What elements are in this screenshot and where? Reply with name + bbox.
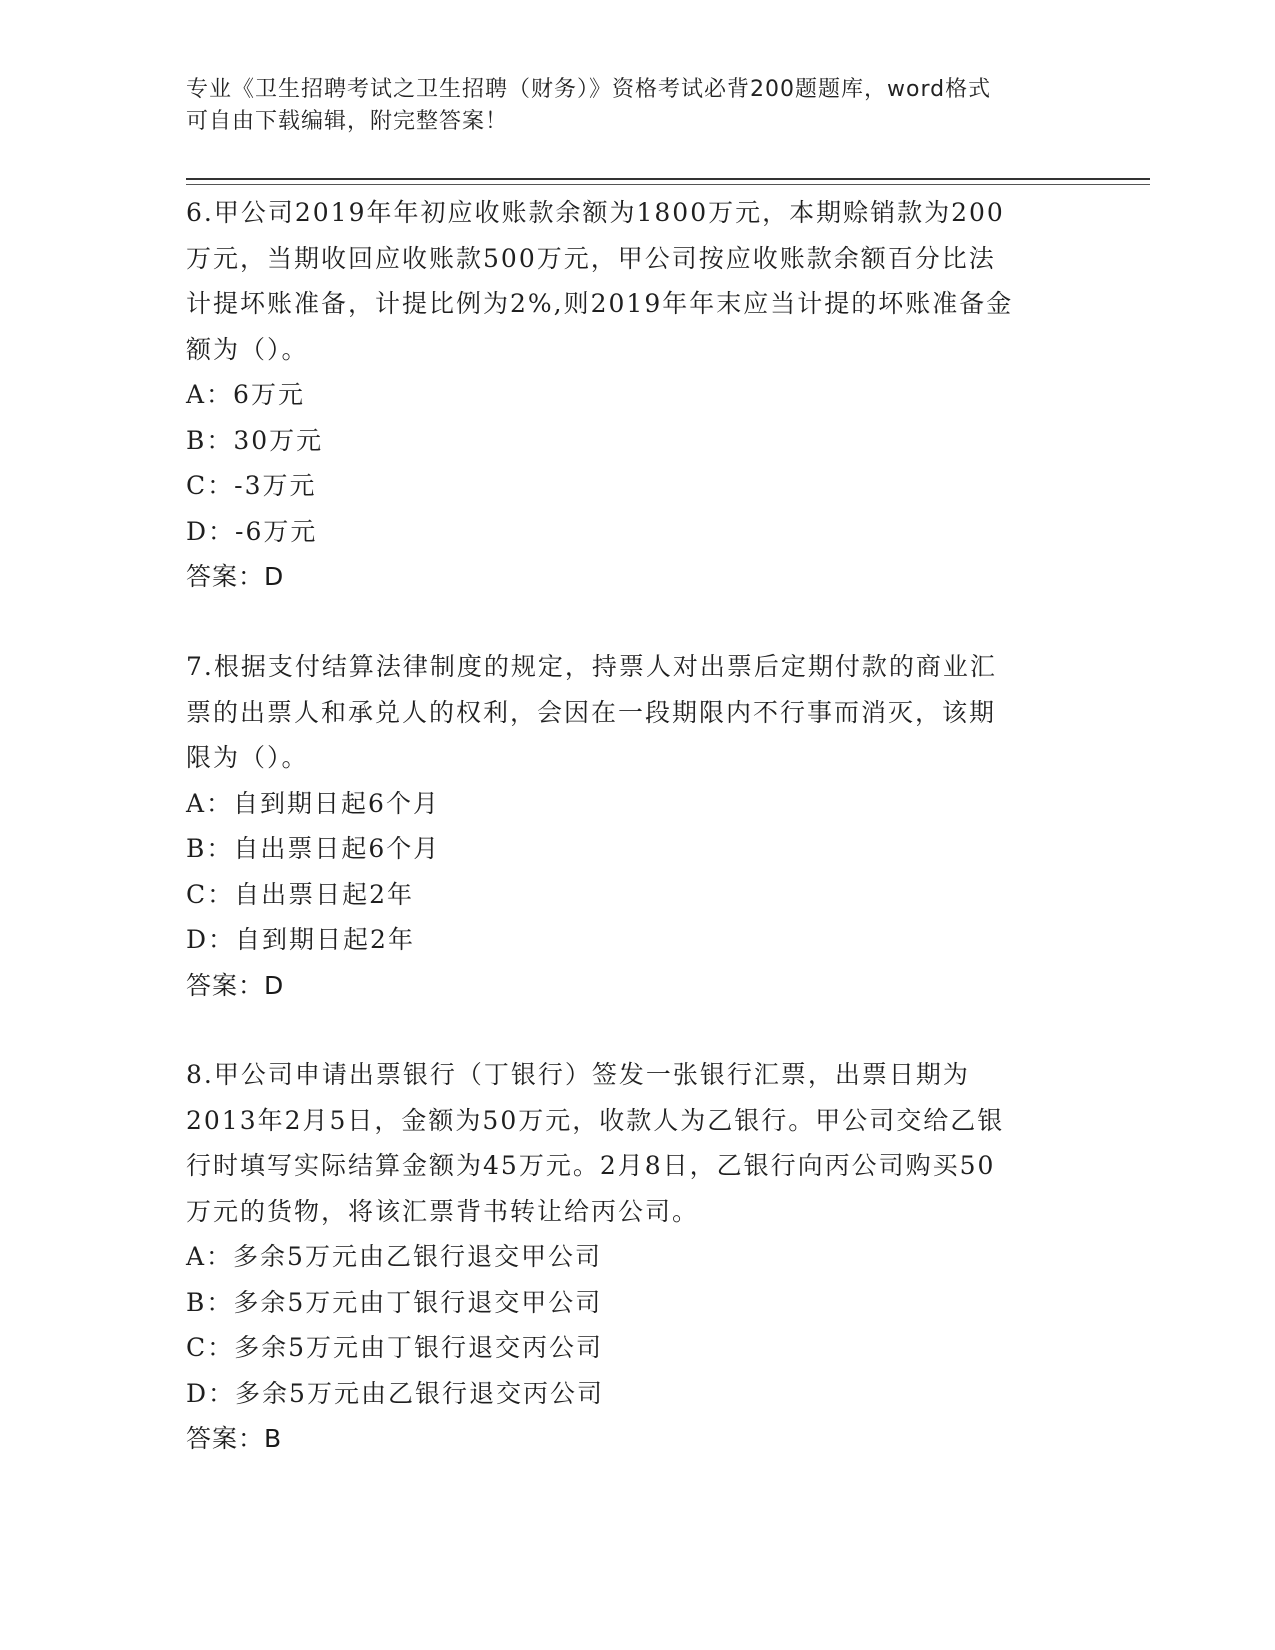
question-stem-line: 8.甲公司申请出票银行（丁银行）签发一张银行汇票，出票日期为 xyxy=(186,1060,970,1089)
document-header xyxy=(186,74,1066,138)
option-a: A：6万元 xyxy=(186,380,305,409)
question-stem-line: 万元，当期收回应收账款500万元，甲公司按应收账款余额百分比法 xyxy=(186,243,996,273)
header-divider-thick xyxy=(186,178,1150,180)
option-c: C：-3万元 xyxy=(186,471,317,500)
answer-label: 答案：B xyxy=(186,1424,283,1453)
question-stem-line: 限为（）。 xyxy=(186,743,309,772)
answer-label: 答案：D xyxy=(186,970,285,1000)
option-a: A：自到期日起6个月 xyxy=(186,788,440,818)
option-b: B：多余5万元由丁银行退交甲公司 xyxy=(186,1287,603,1317)
option-b: B：自出票日起6个月 xyxy=(186,834,441,863)
option-a: A：多余5万元由乙银行退交甲公司 xyxy=(186,1242,602,1271)
question-7 xyxy=(186,644,1086,1008)
option-d: D：多余5万元由乙银行退交丙公司 xyxy=(186,1378,604,1408)
question-6 xyxy=(186,190,1086,600)
question-stem-line: 万元的货物，将该汇票背书转让给丙公司。 xyxy=(186,1196,700,1226)
option-c: C：多余5万元由丁银行退交丙公司 xyxy=(186,1333,604,1362)
header-line-2: 可自由下载编辑，附完整答案！ xyxy=(186,109,509,134)
option-d: D：-6万元 xyxy=(186,516,318,546)
question-stem-line: 2013年2月5日，金额为50万元，收款人为乙银行。甲公司交给乙银 xyxy=(186,1105,1005,1135)
question-stem-line: 票的出票人和承兑人的权利，会因在一段期限内不行事而消灭，该期 xyxy=(186,697,997,727)
question-8 xyxy=(186,1052,1086,1462)
question-stem-line: 计提坏账准备，计提比例为2%,则2019年年末应当计提的坏账准备金 xyxy=(186,289,1014,318)
question-stem-line: 行时填写实际结算金额为45万元。2月8日，乙银行向丙公司购买50 xyxy=(186,1151,996,1180)
header-divider-thin xyxy=(186,184,1150,185)
option-b: B：30万元 xyxy=(186,425,324,455)
question-stem-line: 额为（）。 xyxy=(186,334,309,364)
answer-label: 答案：D xyxy=(186,562,285,591)
question-stem-line: 6.甲公司2019年年初应收账款余额为1800万元，本期赊销款为200 xyxy=(186,198,1005,227)
header-line-1: 专业《卫生招聘考试之卫生招聘（财务）》资格考试必背200题题库，word格式 xyxy=(186,77,992,102)
option-c: C：自出票日起2年 xyxy=(186,879,415,909)
option-d: D：自到期日起2年 xyxy=(186,925,415,954)
question-stem-line: 7.根据支付结算法律制度的规定，持票人对出票后定期付款的商业汇 xyxy=(186,652,997,681)
